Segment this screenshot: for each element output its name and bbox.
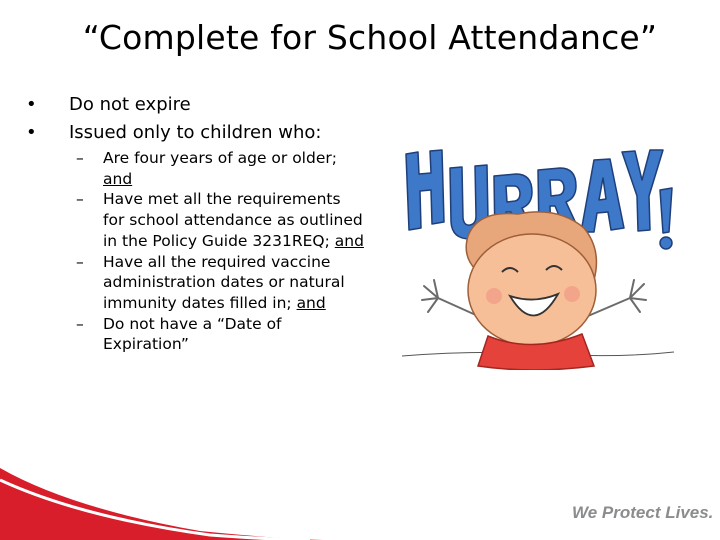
sub-bullet-text: Are four years of age or older;: [103, 149, 337, 167]
hurray-child-illustration-icon: [398, 140, 678, 370]
sub-bullet-list: [76, 148, 366, 355]
sub-bullet-item: [76, 314, 366, 355]
bullet-dot: •: [26, 122, 37, 143]
sub-bullet-text: Do not have a “Date of Expiration”: [103, 314, 282, 354]
sub-bullet-item: [76, 189, 366, 251]
bullet-list: [26, 91, 321, 147]
sub-bullet-text: Have all the required vaccine administration dates or natural immunity dates filled in;: [103, 252, 345, 312]
bullet-text: Issued only to children who:: [69, 122, 322, 143]
slide-title: “Complete for School Attendance”: [82, 18, 658, 57]
sub-bullet-text: Have met all the requirements for school attendance as outlined in the Policy Guide 3231REQ;: [103, 190, 363, 250]
sub-bullet-dash: –: [76, 252, 84, 271]
bullet-text: Do not expire: [69, 94, 191, 115]
footer-tagline: We Protect Lives.: [572, 503, 714, 522]
sub-bullet-conjunction: and: [334, 231, 364, 250]
bullet-item: [26, 91, 321, 119]
sub-bullet-conjunction: and: [296, 293, 326, 312]
sub-bullet-dash: –: [76, 149, 84, 167]
sub-bullet-dash: –: [76, 190, 84, 209]
cheek-right: [564, 286, 580, 302]
sub-bullet-item: [76, 148, 366, 189]
cheek-left: [486, 288, 502, 304]
bullet-dot: •: [26, 94, 37, 115]
sub-bullet-item: [76, 252, 366, 314]
sub-bullet-dash: –: [76, 314, 84, 333]
bullet-item: [26, 119, 321, 147]
sub-bullet-conjunction: and: [103, 169, 133, 188]
